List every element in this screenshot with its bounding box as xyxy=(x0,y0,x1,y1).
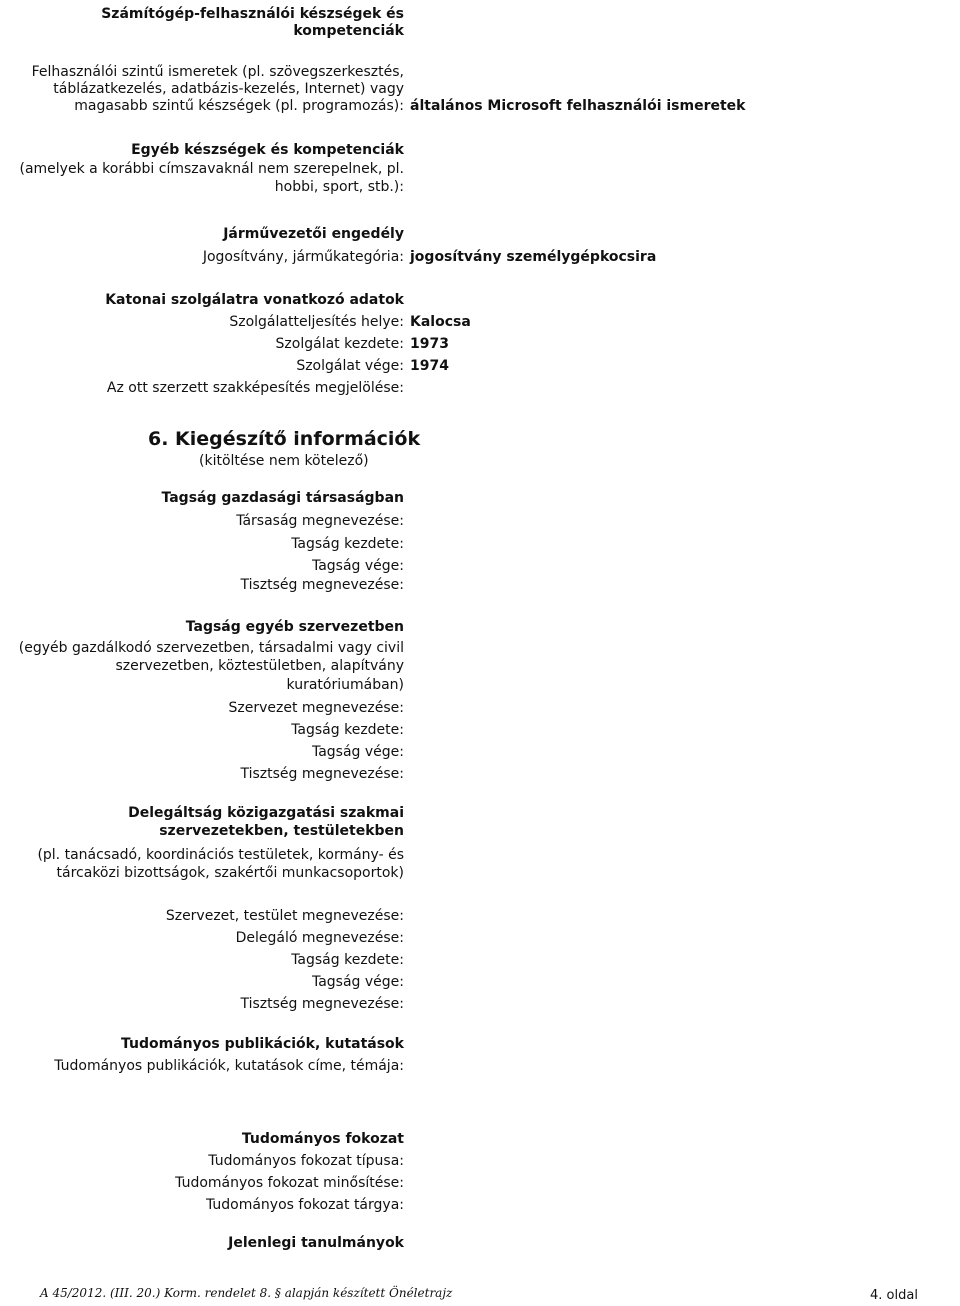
degree-rating-label: Tudományos fokozat minősítése: xyxy=(175,1175,404,1191)
other-skills-desc-line2: hobbi, sport, stb.): xyxy=(274,179,404,195)
other-start-label: Tagság kezdete: xyxy=(291,722,404,738)
delegation-heading-line2: szervezetekben, testületekben xyxy=(159,823,404,839)
other-membership-desc-line1: (egyéb gazdálkodó szervezetben, társadalmi vagy civil xyxy=(18,640,404,656)
delegation-desc-line2: tárcaközi bizottságok, szakértői munkacsoportok) xyxy=(56,865,404,881)
driving-value: jogosítvány személygépkocsira xyxy=(410,249,657,265)
economic-company-label: Társaság megnevezése: xyxy=(236,513,404,529)
current-studies-heading: Jelenlegi tanulmányok xyxy=(228,1235,404,1251)
economic-role-label: Tisztség megnevezése: xyxy=(240,577,404,593)
degree-type-label: Tudományos fokozat típusa: xyxy=(208,1153,404,1169)
section6-subtitle: (kitöltése nem kötelező) xyxy=(199,453,369,469)
delegation-org-label: Szervezet, testület megnevezése: xyxy=(165,908,404,924)
military-heading: Katonai szolgálatra vonatkozó adatok xyxy=(105,292,404,308)
driving-label: Jogosítvány, járműkategória: xyxy=(202,249,404,265)
economic-end-label: Tagság vége: xyxy=(311,558,404,574)
computer-skills-label-line2: táblázatkezelés, adatbázis-kezelés, Internet) vagy xyxy=(53,81,404,97)
delegation-end-label: Tagság vége: xyxy=(311,974,404,990)
other-org-label: Szervezet megnevezése: xyxy=(228,700,404,716)
section6-title: 6. Kiegészítő információk xyxy=(148,428,421,450)
other-role-label: Tisztség megnevezése: xyxy=(240,766,404,782)
other-skills-desc-line1: (amelyek a korábbi címszavaknál nem szerepelnek, pl. xyxy=(19,161,404,177)
military-end-value: 1974 xyxy=(410,358,449,374)
computer-skills-value: általános Microsoft felhasználói ismeretek xyxy=(410,98,746,114)
other-membership-heading: Tagság egyéb szervezetben xyxy=(185,619,404,635)
military-end-label: Szolgálat vége: xyxy=(296,358,404,374)
degree-heading: Tudományos fokozat xyxy=(241,1131,404,1147)
publications-heading: Tudományos publikációk, kutatások xyxy=(121,1036,404,1052)
delegation-delegator-label: Delegáló megnevezése: xyxy=(235,930,404,946)
delegation-desc-line1: (pl. tanácsadó, koordinációs testületek, kormány- és xyxy=(37,847,404,863)
footer-source: A 45/2012. (III. 20.) Korm. rendelet 8. § alapján készített Önéletrajz xyxy=(40,1286,453,1300)
publications-label: Tudományos publikációk, kutatások címe, témája: xyxy=(54,1058,404,1074)
computer-skills-heading-line1: Számítógép-felhasználói készségek és xyxy=(101,6,404,22)
military-start-label: Szolgálat kezdete: xyxy=(275,336,404,352)
military-qualification-label: Az ott szerzett szakképesítés megjelölése: xyxy=(106,380,404,396)
other-membership-desc-line3: kuratóriumában) xyxy=(286,677,404,693)
economic-membership-heading: Tagság gazdasági társaságban xyxy=(161,490,404,506)
computer-skills-label-line1: Felhasználói szintű ismeretek (pl. szövegszerkesztés, xyxy=(31,64,404,80)
delegation-role-label: Tisztség megnevezése: xyxy=(240,996,404,1012)
page-number: 4. oldal xyxy=(870,1288,918,1303)
computer-skills-label-line3: magasabb szintű készségek (pl. programozás): xyxy=(74,98,404,114)
other-end-label: Tagság vége: xyxy=(311,744,404,760)
other-skills-heading: Egyéb készségek és kompetenciák xyxy=(131,142,404,158)
driving-heading: Járművezetői engedély xyxy=(223,226,404,242)
computer-skills-heading-line2: kompetenciák xyxy=(293,23,404,39)
delegation-start-label: Tagság kezdete: xyxy=(291,952,404,968)
degree-subject-label: Tudományos fokozat tárgya: xyxy=(205,1197,404,1213)
military-place-value: Kalocsa xyxy=(410,314,471,330)
military-start-value: 1973 xyxy=(410,336,449,352)
economic-start-label: Tagság kezdete: xyxy=(291,536,404,552)
delegation-heading-line1: Delegáltság közigazgatási szakmai xyxy=(128,805,404,821)
other-membership-desc-line2: szervezetben, köztestületben, alapítvány xyxy=(115,658,404,674)
military-place-label: Szolgálatteljesítés helye: xyxy=(229,314,404,330)
